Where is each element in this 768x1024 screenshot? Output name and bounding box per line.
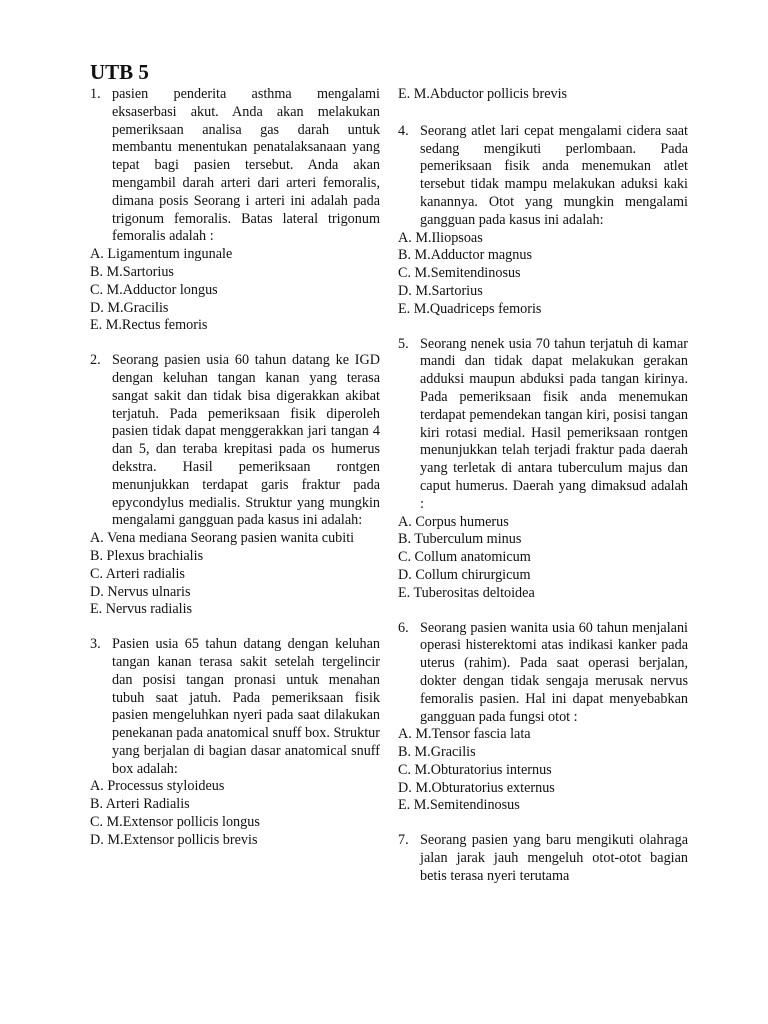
question-7 xyxy=(398,832,688,885)
question-text: Pasien usia 65 tahun datang dengan keluhan tangan kanan terasa sakit setelah tergelincir dan posisi tangan pronasi untuk menahan tubuh saat jatuh. Pada pemeriksaan fisik pasien mengeluhkan nyeri pada saat dilakukan penekanan pada anatomical snuff box. Struktur yang berjalan di bagian dasar anatomical snuff box adalah: xyxy=(112,636,380,777)
option-b: B. Arteri Radialis xyxy=(90,796,190,813)
question-number: 2. xyxy=(90,352,101,369)
question-number: 4. xyxy=(398,122,409,139)
option-a: A. Corpus humerus xyxy=(398,513,509,530)
option-e: E. M.Quadriceps femoris xyxy=(398,300,542,317)
question-text: Seorang pasien yang baru mengikuti olahraga jalan jarak jauh mengeluh otot-otot bagian betis terasa nyeri terutama xyxy=(420,832,688,884)
question-3 xyxy=(90,636,380,850)
option-e: E. M.Abductor pollicis brevis xyxy=(398,86,568,102)
option-d: D. Collum chirurgicum xyxy=(398,566,531,583)
option-c: C. M.Obturatorius internus xyxy=(398,761,552,778)
option-a: A. M.Tensor fascia lata xyxy=(398,726,531,743)
question-number: 7. xyxy=(398,832,409,849)
option-b: B. M.Sartorius xyxy=(90,263,174,280)
question-text: Seorang nenek usia 70 tahun terjatuh di kamar mandi dan tidak dapat melakukan gerakan adduksi maupun abduksi pada tangan kirinya. Pada pemeriksaan fisik anda menemukan terdapat pemendekan tangan kiri, posisi tangan kiri rotasi medial. Hasil pemeriksaan rontgen menunjukkan telah terjadi fraktur pada daerah yang terletak di antara tuberculum majus dan caput humerus. Daerah yang dimaksud adalah : xyxy=(420,335,688,512)
option-b: B. Tuberculum minus xyxy=(398,531,522,548)
option-b: B. M.Adductor magnus xyxy=(398,247,532,264)
question-text: pasien penderita asthma mengalami eksaserbasi akut. Anda akan melakukan pemeriksaan analisa gas darah untuk membantu menentukan penatalaksanaan yang tepat bagi pasien tersebut. Anda akan mengambil darah arteri dari arteri femoralis, dimana posis Seorang i arteri ini adalah pada trigonum femoralis. Batas lateral trigonum femoralis adalah : xyxy=(112,86,380,245)
option-e: E. Nervus radialis xyxy=(90,601,193,618)
question-6 xyxy=(398,620,688,816)
option-c: C. M.Extensor pollicis longus xyxy=(90,814,260,831)
option-c: C. Arteri radialis xyxy=(90,565,185,582)
option-c: C. M.Semitendinosus xyxy=(398,265,521,282)
question-text: Seorang pasien wanita usia 60 tahun menjalani operasi histerektomi atas indikasi kanker pada uterus (rahim). Pada saat operasi berjalan, dokter dengan tidak sengaja merusak nervus femoralis pasien. Hal ini dapat menyebabkan gangguan pada fungsi otot : xyxy=(420,619,688,725)
left-column xyxy=(90,86,380,867)
question-5 xyxy=(398,336,688,603)
option-a: A. M.Iliopsoas xyxy=(398,229,483,246)
option-e: E. M.Rectus femoris xyxy=(90,317,208,334)
question-number: 3. xyxy=(90,636,101,653)
question-1 xyxy=(90,86,380,335)
option-d: D. M.Sartorius xyxy=(398,282,483,299)
question-number: 6. xyxy=(398,619,409,636)
option-a: A. Vena mediana Seorang pasien wanita cubiti xyxy=(90,530,355,547)
option-d: D. M.Obturatorius externus xyxy=(398,779,555,796)
option-d: D. Nervus ulnaris xyxy=(90,583,191,600)
question-2 xyxy=(90,352,380,619)
option-b: B. Plexus brachialis xyxy=(90,547,204,564)
option-a: A. Processus styloideus xyxy=(90,778,225,795)
option-c: C. Collum anatomicum xyxy=(398,549,531,566)
question-text: Seorang pasien usia 60 tahun datang ke IGD dengan keluhan tangan kanan yang terasa sangat sakit dan tidak bisa digerakkan akibat terjatuh. Pada pemeriksaan fisik diperoleh pasien tidak dapat menggerakkan jari tangan 4 dan 5, dan teraba krepitasi pada os humerus dekstra. Hasil pemeriksaan rontgen menunjukkan terdapat garis fraktur pada epycondylus medialis. Struktur yang mungkin mengalami gangguan pada kasus ini adalah: xyxy=(112,352,380,529)
option-c: C. M.Adductor longus xyxy=(90,281,218,298)
option-e: E. M.Semitendinosus xyxy=(398,797,520,814)
option-e: E. Tuberositas deltoidea xyxy=(398,584,535,601)
question-4 xyxy=(398,123,688,319)
page-title: UTB 5 xyxy=(90,60,149,84)
option-d: D. M.Gracilis xyxy=(90,299,169,316)
right-column xyxy=(398,86,688,903)
question-text: Seorang atlet lari cepat mengalami cidera saat sedang mengikuti perlombaan. Pada pemeriksaan fisik anda menemukan atlet tersebut tidak mampu melakukan aduksi kaki kanannya. Otot yang mungkin mengalami gangguan pada kasus ini adalah: xyxy=(420,122,688,228)
question-number: 5. xyxy=(398,335,409,352)
question-number: 1. xyxy=(90,86,101,102)
option-d: D. M.Extensor pollicis brevis xyxy=(90,831,258,848)
option-a: A. Ligamentum ingunale xyxy=(90,246,233,263)
option-b: B. M.Gracilis xyxy=(398,744,476,761)
